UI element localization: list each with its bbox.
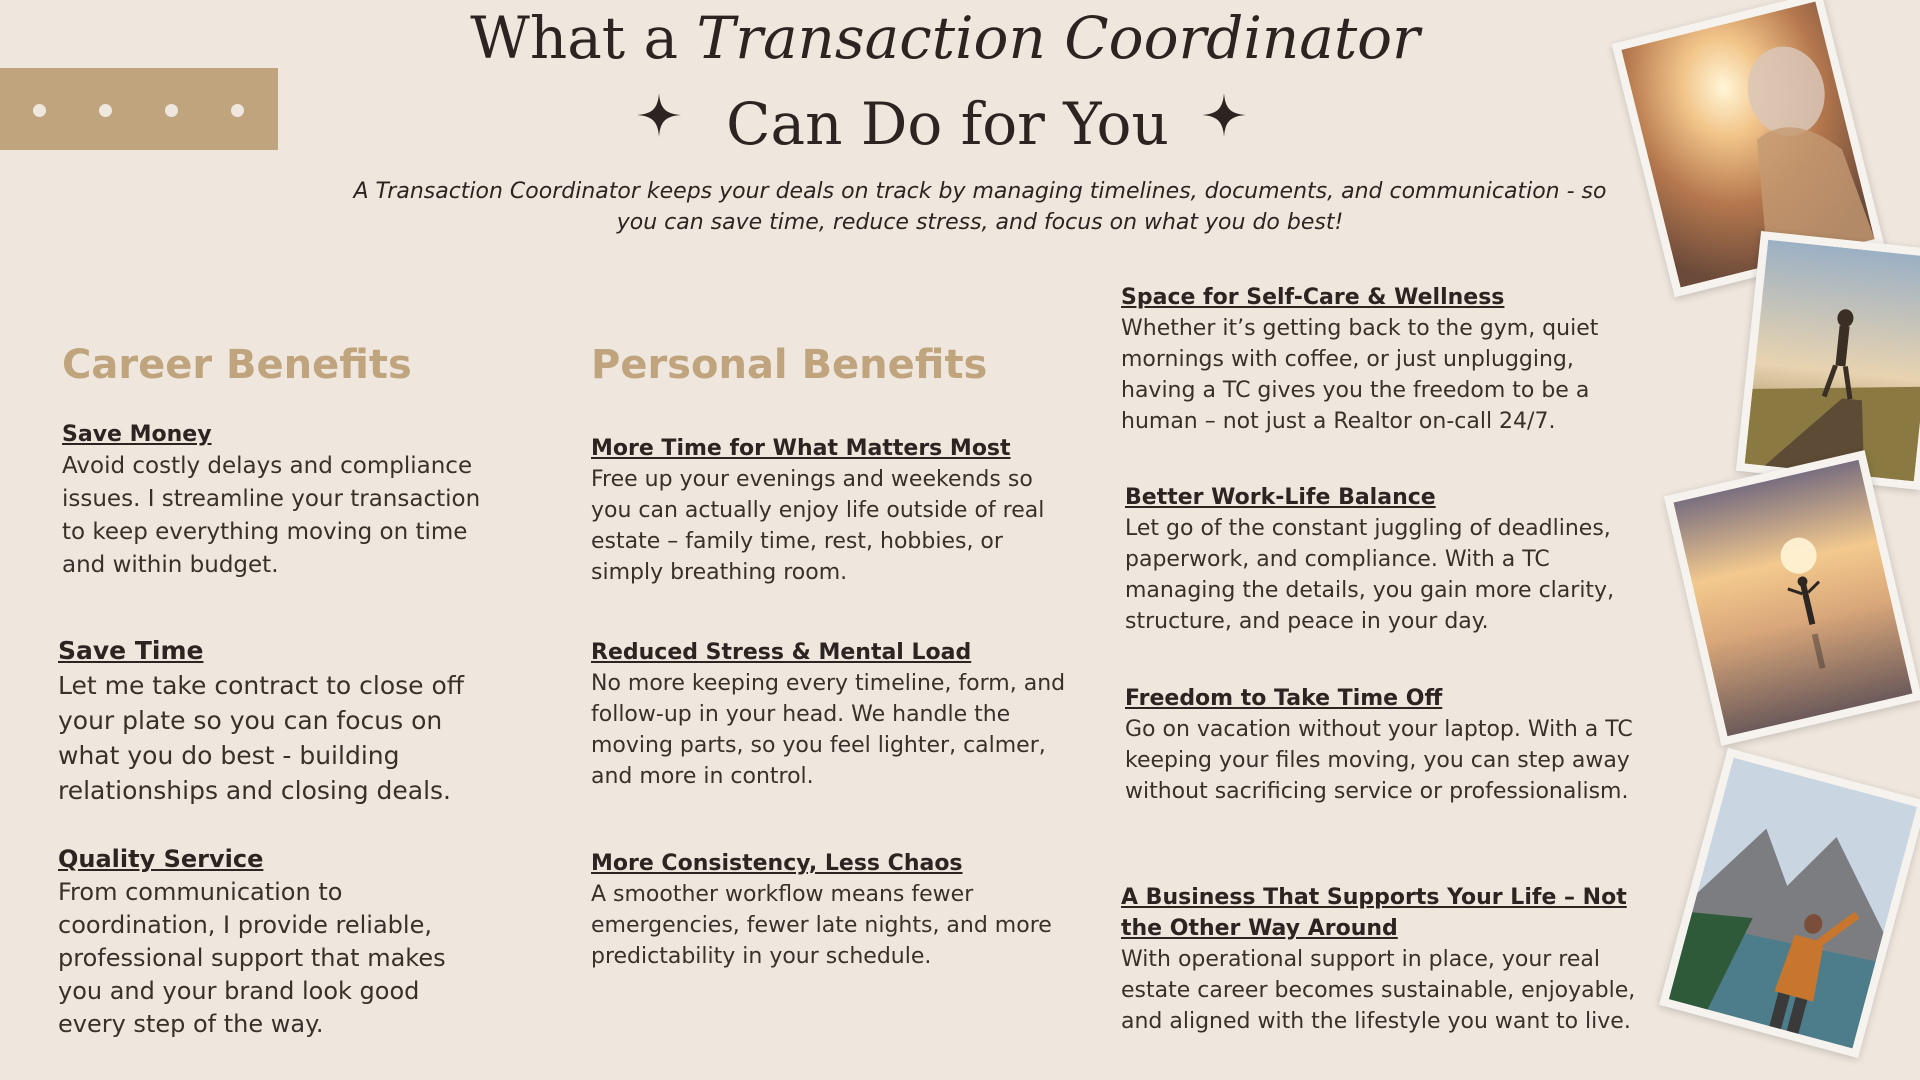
benefit-title: More Time for What Matters Most [591,436,1011,461]
benefit-title: Freedom to Take Time Off [1125,686,1443,711]
benefit-title: Space for Self-Care & Wellness [1121,285,1505,310]
benefit-business-supports-life [1121,882,1661,1037]
benefit-text: Whether it’s getting back to the gym, quiet mornings with coffee, or just unplugging, having a TC gives you the freedom to be a human – not just a Realtor on-call 24/7. [1121,316,1599,434]
mountain-lake-hiker-photo [1659,748,1920,1058]
benefit-quality-service [58,843,478,1041]
benefit-text: Free up your evenings and weekends so you can actually enjoy life outside of real estate – family time, rest, hobbies, or simply breathing room. [591,467,1045,585]
intro-text: A Transaction Coordinator keeps your deals on track by managing timelines, documents, and communication - so you can save time, reduce stress, and focus on what you do best! [353,179,1607,235]
title-prefix: What a [470,4,679,72]
benefit-time-off [1125,683,1645,807]
benefit-save-money [62,419,482,582]
benefit-more-consistency [591,848,1066,972]
sparkle-star-icon-right [1202,93,1246,137]
benefit-text: Go on vacation without your laptop. With a TC keeping your files moving, you can step away without sacrificing service or professionalism. [1125,717,1633,804]
runner-boardwalk-photo [1736,231,1920,490]
benefit-title: Quality Service [58,845,264,873]
benefit-text: Let me take contract to close off your plate so you can focus on what you do best - building relationships and closing deals. [58,671,465,805]
sparkle-star-icon-left [637,93,681,137]
benefit-save-time [58,633,483,808]
benefit-title: A Business That Supports Your Life – Not the Other Way Around [1121,885,1627,941]
benefit-title: More Consistency, Less Chaos [591,851,963,876]
benefit-text: Let go of the constant juggling of deadlines, paperwork, and compliance. With a TC managing the details, you gain more clarity, structure, and peace in your day. [1125,516,1615,634]
benefit-text: With operational support in place, your real estate career becomes sustainable, enjoyable, and aligned with the lifestyle you want to live. [1121,947,1636,1034]
benefit-reduced-stress [591,637,1066,792]
benefit-text: Avoid costly delays and compliance issues. I streamline your transaction to keep everything moving on time and within budget. [62,453,481,578]
page-title-line-2: Can Do for You [726,90,1169,158]
career-benefits-heading: Career Benefits [62,342,412,388]
benefit-more-time [591,433,1066,588]
personal-benefits-heading: Personal Benefits [591,342,988,388]
beach-yoga-photo [1664,450,1920,746]
benefit-title: Better Work-Life Balance [1125,485,1436,510]
page-title-line-1 [0,4,1890,72]
benefit-title: Reduced Stress & Mental Load [591,640,972,665]
benefit-title: Save Money [62,422,212,447]
benefit-work-life-balance [1125,482,1645,637]
title-italic: Transaction Coordinator [696,4,1420,72]
benefit-text: No more keeping every timeline, form, and follow-up in your head. We handle the moving parts, so you feel lighter, calmer, and more in control. [591,671,1066,789]
benefit-text: From communication to coordination, I provide reliable, professional support that makes you and your brand look good every step of the way. [58,878,446,1038]
benefit-text: A smoother workflow means fewer emergencies, fewer late nights, and more predictability in your schedule. [591,882,1052,969]
benefit-title: Save Time [58,636,204,665]
benefit-self-care [1121,282,1641,437]
